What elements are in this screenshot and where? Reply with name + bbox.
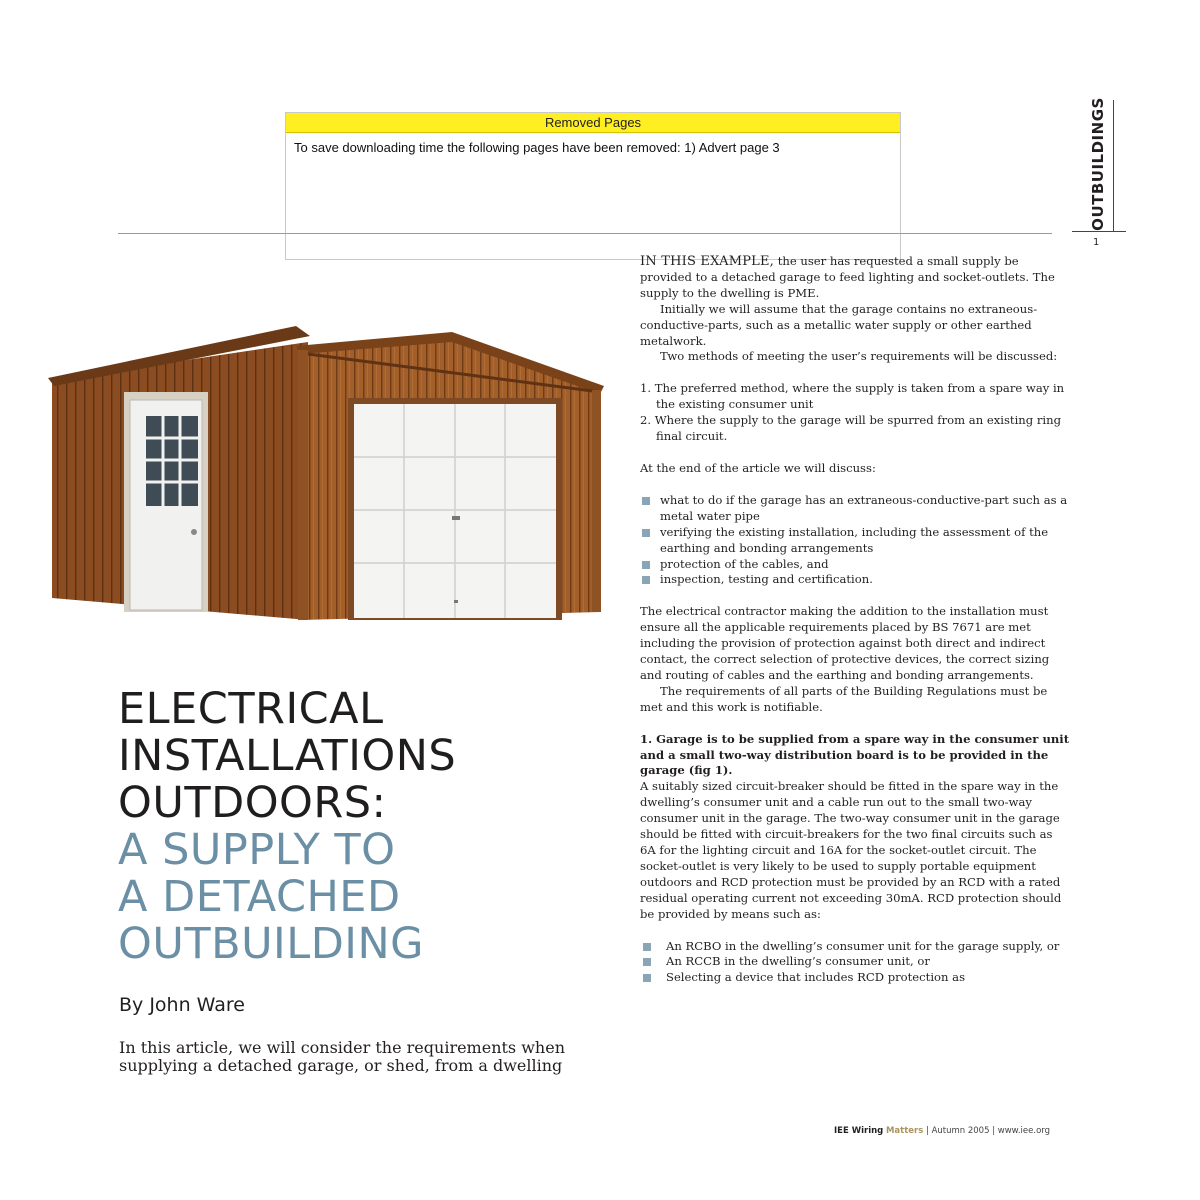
discuss-item: what to do if the garage has an extraneous-conductive-part such as a metal water pipe [640, 493, 1070, 525]
section-tab [1082, 97, 1114, 231]
notice-title: Removed Pages [286, 113, 900, 133]
footer-brand: IEE Wiring [834, 1126, 884, 1136]
headline [118, 686, 598, 968]
page-footer [834, 1126, 1050, 1136]
garage-illustration [48, 320, 608, 620]
footer-details: | Autumn 2005 | www.iee.org [923, 1126, 1051, 1136]
method-item: 1. The preferred method, where the supply is taken from a spare way in the existing consumer unit [640, 381, 1065, 412]
door-knob [191, 529, 197, 535]
paragraph: A suitably sized circuit-breaker should be fitted in the spare way in the dwelling’s consumer unit and a cable run out to the small two-way consumer unit in the garage. The two-way consumer unit in the garage should be fitted with circuit-breakers for the two final circuits such as 6A for the lighting circuit and 16A for the socket-outlet circuit. The socket-outlet is very likely to be used to supply portable equipment outdoors and RCD protection must be provided by an RCD with a rated residual operating current not exceeding 30mA. RCD protection should be provided by means such as: [640, 779, 1062, 921]
bullet-icon [642, 529, 650, 537]
bullet-icon [643, 943, 651, 951]
method-item: 2. Where the supply to the garage will be spurred from an existing ring final circuit. [640, 413, 1061, 444]
discuss-item: protection of the cables, and [640, 557, 1070, 573]
bullet-icon [642, 576, 650, 584]
paragraph: Two methods of meeting the user’s requirements will be discussed: [660, 349, 1058, 364]
intro-text: In this article, we will consider the requirements when supplying a detached garage, or shed, from a dwelling [119, 1038, 565, 1075]
removed-pages-notice [285, 112, 901, 260]
section-tab-label: OUTBUILDINGS [1089, 97, 1107, 231]
subheadline-line: A SUPPLY TO [118, 825, 396, 875]
lead-caps: IN THIS EXAMPLE, [640, 254, 775, 269]
headline-line: OUTDOORS: [118, 778, 387, 828]
paragraph: At the end of the article we will discuss: [640, 460, 876, 475]
rcd-option: Selecting a device that includes RCD protection as [640, 970, 1070, 986]
subheadline-line: A DETACHED [118, 872, 401, 922]
paragraph: Initially we will assume that the garage contains no extraneous-conductive-parts, such as a metallic water supply or other earthed metalwork. [640, 301, 1038, 348]
headline-line: ELECTRICAL [118, 684, 384, 734]
door-window [146, 416, 198, 506]
bullet-icon [642, 561, 650, 569]
page-number: 1 [1093, 237, 1100, 248]
headline-line: INSTALLATIONS [118, 731, 457, 781]
garage-door-handle [452, 516, 460, 520]
footer-accent: Matters [885, 1126, 924, 1136]
section-heading: 1. Garage is to be supplied from a spare way in the consumer unit and a small two-way distribution board is to be provided in the garage (fig 1). [640, 731, 1070, 778]
corner-trim-left [298, 350, 308, 620]
paragraph: The requirements of all parts of the Building Regulations must be met and this work is notifiable. [640, 683, 1048, 714]
rcd-option: An RCCB in the dwelling’s consumer unit, or [640, 954, 1070, 970]
section-tab-divider [1113, 100, 1114, 231]
bullet-icon [643, 974, 651, 982]
paragraph: The electrical contractor making the addition to the installation must ensure all the applicable requirements placed by BS 7671 are met including the provision of protection against both direct and indirect contact, the correct selection of protective devices, the correct sizing and routing of cables and the earthing and bonding arrangements. [640, 604, 1050, 682]
discuss-item: verifying the existing installation, including the assessment of the earthing and bonding arrangements [640, 525, 1070, 557]
top-rule [118, 233, 1052, 234]
bullet-icon [642, 497, 650, 505]
discuss-item: inspection, testing and certification. [640, 572, 1070, 588]
byline: By John Ware [119, 994, 245, 1016]
bullet-icon [643, 958, 651, 966]
article-body [640, 254, 1070, 986]
garage-door-lock [454, 600, 458, 603]
paragraph: IN THIS EXAMPLE, the user has requested a small supply be provided to a detached garage to feed lighting and socket-outlets. The supply to the dwelling is PME. [640, 254, 1055, 300]
corner-trim-right [592, 390, 601, 612]
notice-text: To save downloading time the following pages have been removed: 1) Advert page 3 [294, 140, 780, 155]
section-tab-rule [1072, 231, 1126, 232]
subheadline-line: OUTBUILDING [118, 919, 424, 969]
rcd-option: An RCBO in the dwelling’s consumer unit for the garage supply, or [640, 939, 1070, 955]
